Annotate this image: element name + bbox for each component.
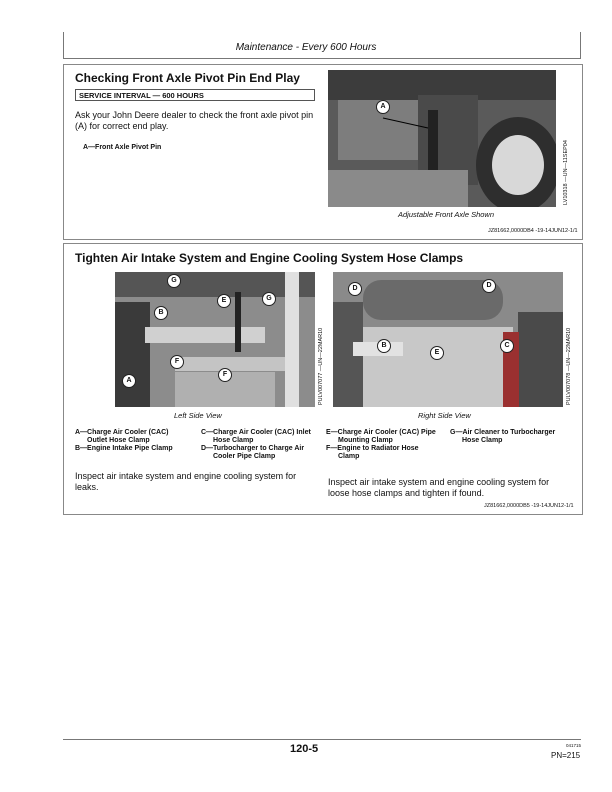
- legend-c-line1: C—Charge Air Cooler (CAC) Inlet: [201, 429, 311, 436]
- legend-b: B—Engine Intake Pipe Clamp: [75, 445, 173, 452]
- section2-ref: JZ81662,0000DB5 -19-14JUN12-1/1: [484, 503, 574, 509]
- page-header-title: Maintenance - Every 600 Hours: [235, 42, 377, 53]
- left-callout-e: E: [217, 294, 231, 308]
- left-side-photo: [115, 272, 315, 407]
- right-image-code: PULV007078 —UN—22MAR10: [566, 327, 572, 405]
- legend-a-line1: A—Charge Air Cooler (CAC): [75, 429, 169, 436]
- right-callout-e: E: [430, 346, 444, 360]
- legend-f-line2: Clamp: [338, 453, 360, 460]
- right-side-illustration: [333, 272, 563, 407]
- left-side-illustration: [115, 272, 315, 407]
- legend-col-2: [201, 429, 326, 461]
- left-callout-f2: F: [218, 368, 232, 382]
- legend-e-line2: Mounting Clamp: [338, 437, 393, 444]
- right-side-photo: [333, 272, 563, 407]
- section1-caption: Adjustable Front Axle Shown: [398, 210, 495, 219]
- page-number: 120-5: [290, 743, 319, 755]
- section2-title: Tighten Air Intake System and Engine Cooling System Hose Clamps: [75, 251, 464, 265]
- section2-body-right: Inspect air intake system and engine cooling system for loose hose clamps and tighten if found.: [328, 477, 550, 498]
- right-callout-c: C: [500, 339, 514, 353]
- callout-a: A: [376, 100, 390, 114]
- legend-col-3: [326, 429, 451, 461]
- section1-title: Checking Front Axle Pivot Pin End Play: [75, 71, 300, 85]
- section1-image-code: LV10318 —UN—11SEP04: [563, 140, 569, 205]
- legend-col-1: [75, 429, 200, 453]
- legend-c-line2: Hose Clamp: [213, 437, 254, 444]
- legend-a-line2: Outlet Hose Clamp: [87, 437, 150, 444]
- left-callout-g2: G: [262, 292, 276, 306]
- legend-col-4: [450, 429, 575, 445]
- section2-body-left: Inspect air intake system and engine cooling system for leaks.: [75, 471, 297, 492]
- left-callout-f1: F: [170, 355, 184, 369]
- left-callout-b: B: [154, 306, 168, 320]
- service-interval-box: SERVICE INTERVAL — 600 HOURS: [75, 89, 315, 101]
- front-axle-photo: [328, 70, 556, 207]
- footer-small-code: 041715: [566, 743, 582, 748]
- left-callout-g1: G: [167, 274, 181, 288]
- legend-d-line2: Cooler Pipe Clamp: [213, 453, 276, 460]
- legend-f-line1: F—Engine to Radiator Hose: [326, 445, 419, 452]
- section1-body: Ask your John Deere dealer to check the front axle pivot pin (A) for correct end play.: [75, 110, 314, 131]
- front-axle-illustration: [328, 70, 556, 207]
- left-side-caption: Left Side View: [174, 411, 222, 420]
- left-callout-a: A: [122, 374, 136, 388]
- right-side-caption: Right Side View: [418, 411, 471, 420]
- legend-d-line1: D—Turbocharger to Charge Air: [201, 445, 305, 452]
- left-image-code: PULV007077 —UN—22MAR10: [318, 327, 324, 405]
- footer-rule: [63, 739, 581, 740]
- section1-legend: A—Front Axle Pivot Pin: [83, 144, 162, 151]
- right-callout-d1: D: [348, 282, 362, 296]
- legend-g-line1: G—Air Cleaner to Turbocharger: [450, 429, 556, 436]
- legend-e-line1: E—Charge Air Cooler (CAC) Pipe: [326, 429, 436, 436]
- header-bottom-rule: [63, 58, 581, 59]
- legend-g-line2: Hose Clamp: [462, 437, 503, 444]
- right-callout-b: B: [377, 339, 391, 353]
- footer-pn: PN=215: [551, 751, 581, 760]
- right-callout-d2: D: [482, 279, 496, 293]
- section1-ref: JZ81662,0000DB4 -19-14JUN12-1/1: [488, 228, 578, 234]
